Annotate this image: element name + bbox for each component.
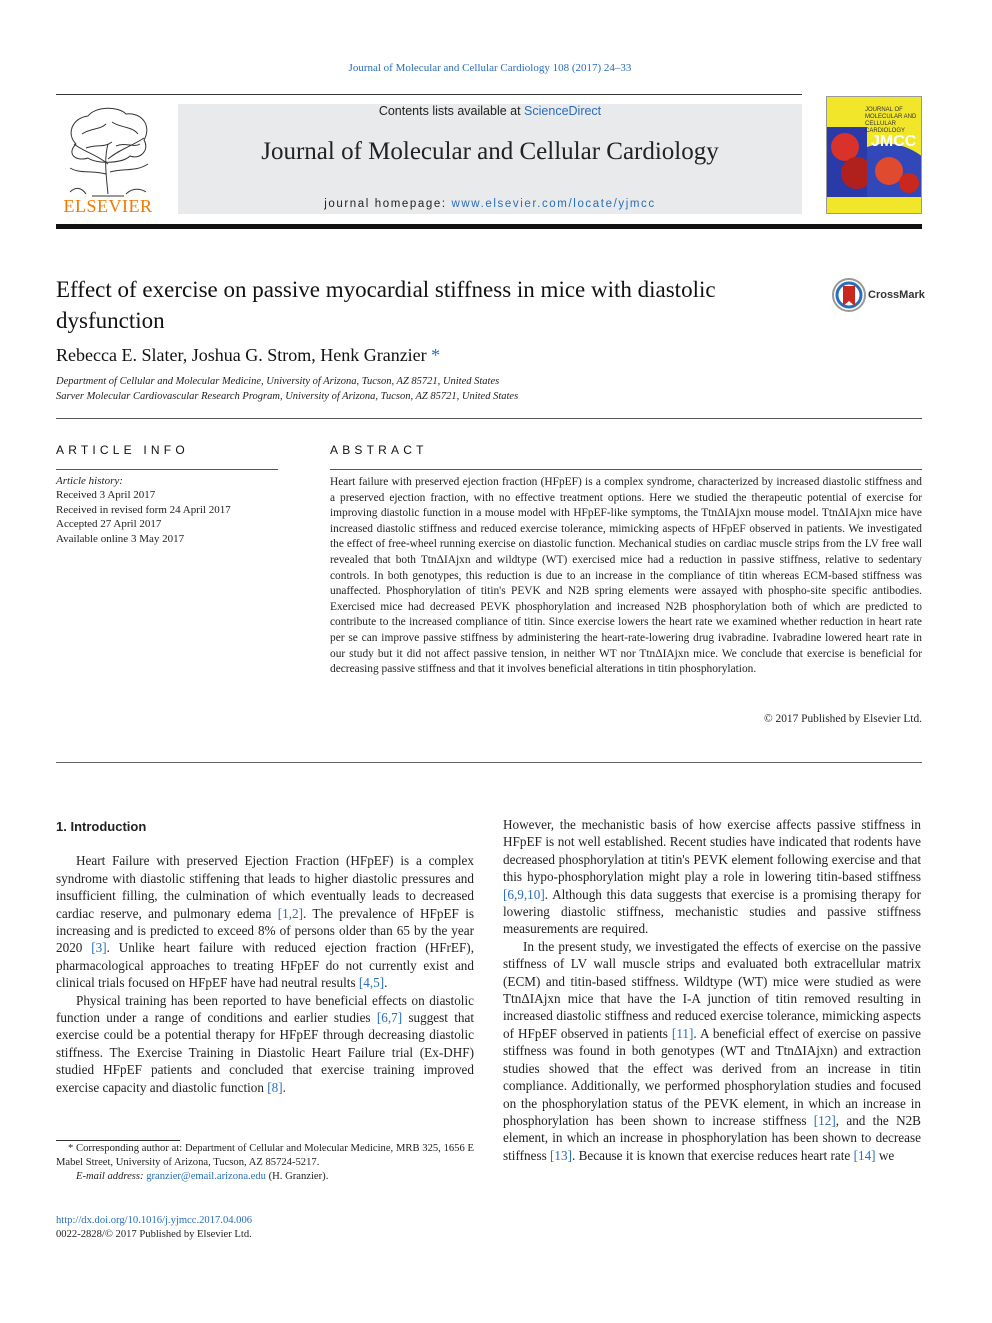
reference-link[interactable]: [6,9,10] — [503, 886, 545, 902]
header-top-rule — [56, 94, 802, 95]
body-column-left — [56, 818, 474, 1096]
article-info-rule — [56, 469, 278, 470]
doi-link[interactable]: http://dx.doi.org/10.1016/j.yjmcc.2017.04.006 — [56, 1215, 253, 1226]
journal-homepage — [178, 198, 802, 210]
reference-link[interactable]: [6,7] — [376, 1010, 403, 1026]
email-line — [56, 1170, 474, 1184]
footnote — [56, 1140, 474, 1184]
article-title: Effect of exercise on passive myocardial stiffness in mice with diastolic dysfunction — [56, 277, 716, 333]
paragraph-text: . — [282, 1079, 286, 1095]
paragraph-text: . Although this data suggests that exercise is a promising therapy for lowering diastolic stiffness, mechanistic studies and passive stiffness measurements are required. — [503, 886, 921, 937]
body-column-right — [503, 816, 921, 1164]
article-info-heading: ARTICLE INFO — [56, 443, 189, 457]
reference-link[interactable]: [1,2] — [277, 905, 303, 921]
history-heading: Article history: — [56, 475, 123, 487]
journal-cover-thumbnail[interactable] — [826, 96, 922, 214]
history-revised: Received in revised form 24 April 2017 — [56, 503, 231, 516]
elsevier-wordmark: ELSEVIER — [63, 196, 153, 216]
history-online: Available online 3 May 2017 — [56, 532, 185, 545]
corresponding-author-note: * Corresponding author at: Department of Cellular and Molecular Medicine, MRB 325, 1656 E Mabel Street, University of Arizona, Tucson, AZ 85724-5217. — [56, 1143, 474, 1168]
paragraph-text: suggest that exercise could be a potential therapy for HFpEF through decreasing diastolic stiffness. The Exercise Training in Diastolic Heart Failure trial (Ex-DHF) studied HFpEF patients and concluded that exercise training improved exercise capacity and diastolic function — [56, 1010, 475, 1095]
section-heading-introduction: 1. Introduction — [56, 819, 147, 834]
email-link[interactable]: granzier@email.arizona.edu — [146, 1171, 266, 1182]
contents-prefix: Contents lists available at — [378, 104, 525, 118]
reference-link[interactable]: [12] — [813, 1112, 836, 1128]
history-received: Received 3 April 2017 — [56, 489, 156, 502]
abstract-rule — [330, 469, 922, 470]
article-history — [56, 474, 296, 546]
reference-link[interactable]: [14] — [853, 1147, 876, 1163]
reference-link[interactable]: [13] — [550, 1147, 572, 1163]
title-block-rule — [56, 418, 922, 419]
author-list — [56, 345, 440, 366]
history-accepted: Accepted 27 April 2017 — [56, 518, 162, 531]
paragraph-text: . Unlike heart failure with reduced ejection fraction (HFrEF), pharmacological approaches to treating HFpEF do not currently exist and clinical trials focused on HFpEF have had neutral results — [56, 940, 474, 991]
paragraph-text: However, the mechanistic basis of how exercise affects passive stiffness in HFpEF is not well established. Recent studies have indicated that rodents have decreased phosphorylation at titin's PEVK element following exercise and that this hypo-phosphorylation might play a role in lowering titin-based stiffness — [503, 817, 921, 885]
abstract-heading: ABSTRACT — [330, 443, 428, 457]
paragraph-text: we — [875, 1147, 895, 1163]
header-bottom-rule — [56, 224, 922, 229]
journal-title: Journal of Molecular and Cellular Cardiology — [261, 138, 719, 165]
sciencedirect-link[interactable]: ScienceDirect — [524, 104, 602, 118]
affiliation-1: Department of Cellular and Molecular Medicine, University of Arizona, Tucson, AZ 85721, United States — [56, 376, 500, 387]
abstract-end-rule — [56, 762, 922, 763]
abstract-text: Heart failure with preserved ejection fraction (HFpEF) is a complex syndrome, characterized by increased diastolic stiffness and a preserved ejection fraction, with no effective treatment options. Here we studied the therapeutic potential of exercise for improving diastolic function in a mouse model with HFpEF-like symptoms, the TtnΔIAjxn mouse model. TtnΔIAjxn mice have increased diastolic stiffness and reduced exercise tolerance, mimicking aspects of HFpEF observed in patients. We investigated the effect of free-wheel running exercise on diastolic function. Mechanical studies on cardiac muscle strips from the LV free wall revealed that both TtnΔIAjxn and wildtype (WT) exercised mice had a reduction in passive stiffness, relative to sedentary controls. In both genotypes, this reduction is due to an increase in the compliance of titin whereas ECM-based stiffness was unaffected. Phosphorylation of titin's PEVK and N2B spring elements were assayed with phospho-site specific antibodies. Exercised mice had decreased PEVK phosphorylation and increased N2B phosphorylation both of which are predicted to contribute to the increased compliance of titin. Since exercise lowers the heart rate we examined whether reduction in heart rate per se can improve passive stiffness by administering the heart-rate-lowering drug ivabradine. Ivabradine lowered heart rate in our study but it did not affect passive tension, in neither WT nor TtnΔIAjxn mice. We conclude that exercise is beneficial for decreasing passive stiffness and that it involves beneficial alterations in titin phosphorylation. — [330, 476, 922, 676]
contents-line — [178, 104, 802, 118]
paragraph-text: In the present study, we investigated the effects of exercise on the passive stiffness of LV wall muscle strips and evaluated both extracellular matrix (ECM) and titin-based stiffness. Wildtype (WT) mice were studied as were TtnΔIAjxn mice that have the I-A junction of titin removed resulting in increased diastolic stiffness and reduced exercise tolerance, mimicking aspects of HFpEF observed in patients — [503, 938, 921, 1041]
paragraph-text: Heart Failure with preserved Ejection Fraction (HFpEF) is a complex syndrome with diastolic stiffening that leads to higher diastolic pressures and insufficient filling, the culmination of which eventually leads to decreased cardiac reserve, and pulmonary edema — [56, 853, 474, 921]
journal-citation[interactable]: Journal of Molecular and Cellular Cardiology 108 (2017) 24–33 — [348, 62, 632, 74]
paragraph-text: . — [384, 975, 388, 991]
issn-line: 0022-2828/© 2017 Published by Elsevier Ltd. — [56, 1229, 252, 1240]
cover-jmcc: JMCC — [871, 133, 917, 150]
paragraph-text: , and the N2B element, in which an increase in phosphorylation has been shown to decrease stiffness — [503, 1112, 921, 1163]
crossmark-icon[interactable] — [832, 278, 866, 312]
homepage-link[interactable]: www.elsevier.com/locate/yjmcc — [451, 198, 656, 210]
intro-paragraph-4 — [503, 938, 921, 1164]
reference-link[interactable]: [11] — [671, 1025, 694, 1041]
doi-block — [56, 1214, 252, 1242]
homepage-prefix: journal homepage: — [324, 198, 452, 210]
reference-link[interactable]: [3] — [91, 940, 107, 956]
abstract-copyright: © 2017 Published by Elsevier Ltd. — [764, 713, 922, 725]
intro-paragraph-1 — [56, 852, 474, 991]
paragraph-text: . The prevalence of HFpEF is increasing and is predicted to exceed 8% of persons older than 65 by the year 2020 — [56, 905, 474, 956]
paragraph-text: Physical training has been reported to have beneficial effects on diastolic function under a range of conditions and earlier studies — [56, 992, 474, 1026]
authors-names: Rebecca E. Slater, Joshua G. Strom, Henk Granzier — [56, 345, 427, 365]
reference-link[interactable]: [4,5] — [358, 975, 385, 991]
affiliation-2: Sarver Molecular Cardiovascular Research Program, University of Arizona, Tucson, AZ 85721, United States — [56, 391, 519, 402]
paragraph-text: . Because it is known that exercise reduces heart rate — [572, 1147, 854, 1163]
email-label: E-mail address: — [76, 1171, 147, 1182]
intro-paragraph-2 — [56, 992, 474, 1096]
crossmark-label[interactable]: CrossMark — [868, 289, 925, 301]
intro-paragraph-3 — [503, 816, 921, 938]
reference-link[interactable]: [8] — [267, 1079, 283, 1095]
paragraph-text: . A beneficial effect of exercise on passive stiffness was found in both genotypes (WT and TtnΔIAjxn) and extraction studies showed that the effect was derived from an increase in titin compliance. Additionally, we performed phosphorylation studies and focused on the phosphorylation status of the PEVK element, in which an increase in phosphorylation has been shown to increase stiffness — [503, 1025, 921, 1128]
cover-title: JOURNAL OF MOLECULAR AND CELLULAR CARDIOLOGY — [865, 107, 917, 134]
email-suffix: (H. Granzier). — [265, 1171, 329, 1182]
corresponding-author-marker[interactable]: * — [431, 345, 441, 365]
